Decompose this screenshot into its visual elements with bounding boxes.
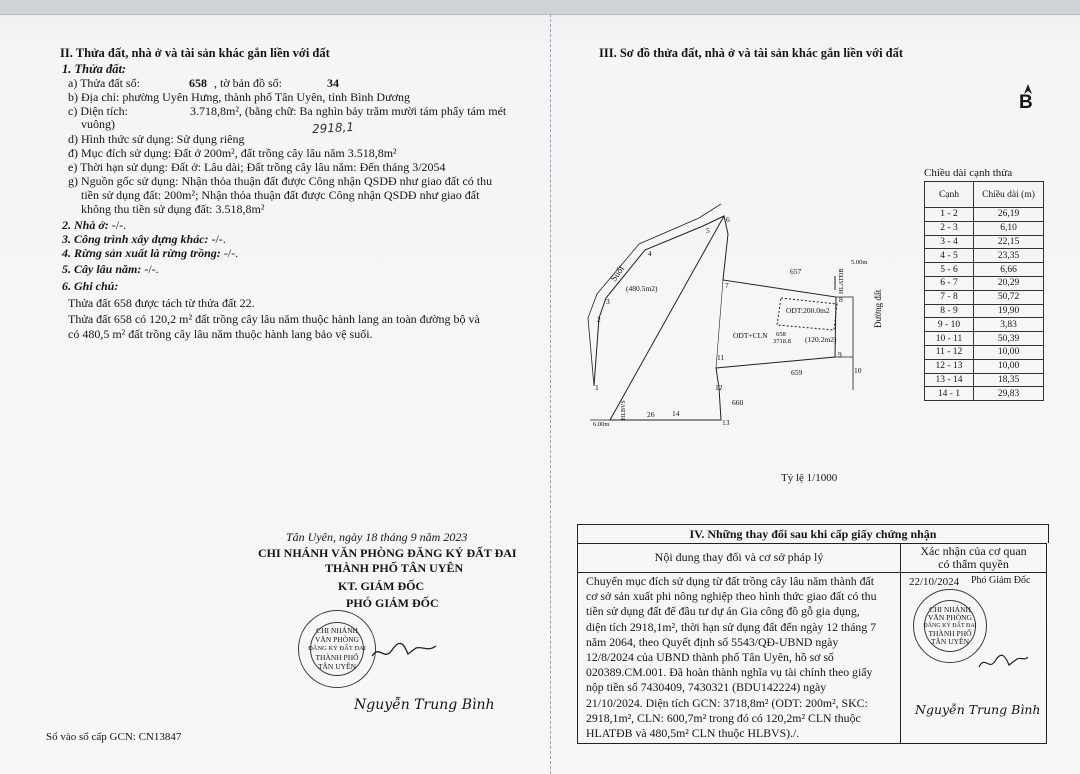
svg-text:4: 4: [648, 249, 652, 258]
issuing-org-1: CHI NHÁNH VĂN PHÒNG ĐĂNG KÝ ĐẤT ĐAI: [258, 546, 517, 560]
north-arrow: B: [1019, 92, 1033, 113]
svg-text:5: 5: [706, 226, 710, 235]
svg-text:ODT+CLN: ODT+CLN: [733, 331, 768, 340]
change-line: 12/8/2024 của UBND thành phố Tân Uyên, hồ sơ số: [586, 650, 834, 665]
edge-name: 14 - 1: [925, 387, 974, 401]
edge-name: 10 - 11: [925, 332, 974, 346]
edge-table-caption: Chiều dài cạnh thửa: [924, 167, 1013, 179]
edge-row: [925, 235, 1044, 249]
svg-text:13: 13: [722, 418, 730, 427]
confirm-title: Phó Giám Đốc: [971, 575, 1031, 586]
edge-length: 50,39: [974, 332, 1044, 346]
notes-title: 6. Ghi chú:: [62, 279, 119, 293]
deputy-director: PHÓ GIÁM ĐỐC: [346, 596, 439, 610]
north-arrow-icon: [1022, 84, 1034, 96]
edge-length: 26,19: [974, 208, 1044, 222]
origin-line-2: tiền sử dụng đất: 200m²; Nhận thỏa thuận đất được Công nhận QSDĐ như giao đất: [81, 188, 480, 202]
svg-text:11: 11: [717, 353, 725, 362]
signer-name-right: Nguyễn Trung Bình: [915, 702, 1041, 717]
section-heading-ii: II. Thửa đất, nhà ở và tài sản khác gắn liền với đất: [60, 46, 330, 60]
origin-line-3: không thu tiền sử dụng đất: 3.518,8m²: [81, 202, 265, 216]
note-1: Thửa đất 658 được tách từ thửa đất 22.: [68, 296, 255, 310]
edge-name: 5 - 6: [925, 263, 974, 277]
svg-text:Đường đất: Đường đất: [873, 289, 883, 328]
area-label: c) Diện tích:: [68, 104, 128, 118]
edge-length: 3,83: [974, 318, 1044, 332]
parcel-number: 658: [189, 76, 207, 90]
edge-row: [925, 359, 1044, 373]
edge-length-table: Cạnh Chiều dài (m) 1 - 2 26,19 2 - 3 6,10 3 - 4 22,15 4 - 5 23,35 5 - 6 6,66 6 - 7 20,29 7 - 8 50,72 8 - 9 19,90 9 - 10 3,83 10 - 11 50,39 11 - 12 10,00 12 - 13 10,00 13 - 14 18,35 14 - 1 29,83: [924, 181, 1044, 401]
edge-name: 12 - 13: [925, 359, 974, 373]
change-line: 2918,1m², CLN: 600,7m² trong đó có 120,2m² CLN thuộc: [586, 710, 861, 725]
changes-confirmation: [901, 573, 1047, 744]
official-stamp-right: CHI NHÁNH VĂN PHÒNG ĐĂNG KÝ ĐẤT ĐAI THÀNH PHỐ TÂN UYÊN: [913, 589, 987, 663]
use-purpose: đ) Mục đích sử dụng: Đất ở 200m², đất trồng cây lâu năm 3.518,8m²: [68, 146, 397, 160]
changes-heading: IV. Những thay đổi sau khi cấp giấy chứng nhận: [577, 524, 1049, 543]
edge-row: [925, 332, 1044, 346]
svg-text:659: 659: [791, 368, 803, 377]
signature-scribble-right: [977, 649, 1029, 675]
svg-text:(480.5m2): (480.5m2): [626, 284, 658, 293]
change-line: Chuyển mục đích sử dụng từ đất trồng cây lâu năm thành đất: [586, 574, 874, 588]
address: b) Địa chỉ: phường Uyên Hưng, thành phố Tân Uyên, tỉnh Bình Dương: [68, 90, 410, 104]
use-form: d) Hình thức sử dụng: Sử dụng riêng: [68, 132, 245, 146]
svg-text:658: 658: [776, 331, 786, 338]
edge-row: [925, 290, 1044, 304]
edge-row: [925, 387, 1044, 401]
edge-row: [925, 249, 1044, 263]
handwritten-note: 2918,1: [311, 119, 355, 137]
svg-text:12: 12: [715, 383, 723, 392]
parcel-diagram: [585, 190, 905, 440]
svg-text:10: 10: [854, 366, 862, 375]
svg-text:Suối: Suối: [608, 263, 627, 284]
svg-text:5.00m: 5.00m: [851, 259, 868, 266]
svg-text:6.00m: 6.00m: [593, 421, 610, 428]
changes-content: [578, 573, 901, 744]
edge-row: [925, 208, 1044, 222]
svg-text:26: 26: [647, 410, 655, 419]
map-sheet-label: , tờ bản đồ số:: [214, 76, 283, 90]
change-line: năm 2064, theo Quyết định số 5543/QĐ-UBND ngày: [586, 634, 839, 649]
changes-col-content: Nội dung thay đổi và cơ sở pháp lý: [578, 544, 901, 573]
edge-length: 22,15: [974, 235, 1044, 249]
map-scale: Tỷ lệ 1/1000: [781, 472, 838, 484]
change-line: tiền sử dụng đất để đầu tư dự án Gia công đồ gỗ gia dụng,: [586, 604, 860, 619]
svg-text:3718.8: 3718.8: [773, 338, 791, 345]
scan-top-edge: [0, 0, 1080, 15]
changes-table: [577, 543, 1047, 744]
confirm-date: 22/10/2024: [909, 576, 960, 588]
signature-scribble-left: [370, 636, 440, 666]
house-section: 2. Nhà ở: -/-.: [62, 218, 127, 232]
use-term: e) Thời hạn sử dụng: Đất ở: Lâu dài; Đất trồng cây lâu năm: Đến tháng 3/2054: [68, 160, 446, 174]
edge-row: [925, 221, 1044, 235]
kt-director: KT. GIÁM ĐỐC: [338, 579, 425, 593]
parcel-number-label: a) Thửa đất số:: [68, 76, 140, 90]
edge-length: 19,90: [974, 304, 1044, 318]
edge-length: 29,83: [974, 387, 1044, 401]
change-line: 020389.CM.001. Đã hoàn thành nghĩa vụ tài chính theo giấy: [586, 665, 873, 680]
svg-text:6: 6: [726, 215, 730, 224]
edge-row: [925, 263, 1044, 277]
edge-name: 9 - 10: [925, 318, 974, 332]
svg-text:9: 9: [838, 350, 842, 359]
svg-text:2: 2: [597, 315, 601, 324]
edge-name: 1 - 2: [925, 208, 974, 222]
perennial-section: 5. Cây lâu năm: -/-.: [62, 262, 159, 276]
edge-length: 10,00: [974, 359, 1044, 373]
area-value-cont: vuông): [81, 117, 115, 131]
change-line: nộp tiền số 7430409, 7430321 (BDU142224) ngày: [586, 680, 827, 695]
edge-name: 8 - 9: [925, 304, 974, 318]
origin-line-1: g) Nguồn gốc sử dụng: Nhận thỏa thuận đất được Công nhận QSDĐ như giao đất có thu: [68, 174, 493, 188]
edge-name: 11 - 12: [925, 345, 974, 359]
edge-name: 13 - 14: [925, 373, 974, 387]
forest-section: 4. Rừng sản xuất là rừng trồng: -/-.: [62, 246, 239, 260]
edge-length: 6,10: [974, 221, 1044, 235]
change-line: cơ sở sản xuất phi nông nghiệp theo hình thức giao đất có thu: [586, 589, 877, 604]
edge-row: [925, 345, 1044, 359]
note-2: Thửa đất 658 có 120,2 m² đất trồng cây lâu năm thuộc hành lang an toàn đường bộ và: [68, 312, 480, 326]
edge-name: 2 - 3: [925, 221, 974, 235]
change-line: diện tích 2918,1m², thời hạn sử dụng đất đến ngày 12 tháng 7: [586, 619, 877, 634]
svg-text:HLBVS: HLBVS: [621, 400, 627, 420]
edge-length: 18,35: [974, 373, 1044, 387]
edge-row: [925, 304, 1044, 318]
edge-length: 50,72: [974, 290, 1044, 304]
register-number: Số vào sổ cấp GCN: CN13847: [46, 731, 182, 743]
svg-text:8: 8: [839, 295, 843, 304]
edge-length: 23,35: [974, 249, 1044, 263]
edge-row: [925, 373, 1044, 387]
edge-name: 4 - 5: [925, 249, 974, 263]
edge-row: [925, 276, 1044, 290]
other-works-section: 3. Công trình xây dựng khác: -/-.: [62, 232, 226, 246]
signer-name-left: Nguyễn Trung Bình: [354, 697, 495, 713]
svg-text:HLATĐB: HLATĐB: [838, 268, 845, 294]
changes-col-confirm: Xác nhận của cơ quan có thẩm quyền: [901, 544, 1047, 573]
map-sheet-number: 34: [327, 76, 339, 90]
svg-text:1: 1: [595, 383, 599, 392]
edge-name: 6 - 7: [925, 276, 974, 290]
note-3: có 480,5 m² đất trồng cây lâu năm thuộc hành lang bảo vệ suối.: [68, 327, 373, 341]
edge-row: [925, 318, 1044, 332]
change-line: 21/10/2024. Diện tích GCN: 3718,8m² (ODT: 200m², SKC:: [586, 695, 868, 710]
change-line: HLATĐB và 480,5m² CLN thuộc HLBVS)./.: [586, 726, 800, 741]
issuing-org-2: THÀNH PHỐ TÂN UYÊN: [325, 561, 464, 575]
edge-length: 20,29: [974, 276, 1044, 290]
edge-name: 3 - 4: [925, 235, 974, 249]
edge-length: 10,00: [974, 345, 1044, 359]
area-value: 3.718,8m², (bằng chữ: Ba nghìn bảy trăm mười tám phẩy tám mét: [190, 104, 507, 118]
svg-text:(120.2m2): (120.2m2): [805, 335, 837, 344]
parcel-title: 1. Thửa đất:: [62, 62, 127, 76]
svg-text:7: 7: [725, 281, 729, 290]
edge-name: 7 - 8: [925, 290, 974, 304]
issue-date: Tân Uyên, ngày 18 tháng 9 năm 2023: [286, 530, 468, 544]
section-heading-iii: III. Sơ đồ thửa đất, nhà ở và tài sản khác gắn liền với đất: [599, 46, 904, 60]
svg-text:657: 657: [790, 267, 802, 276]
page-fold-line: [550, 14, 551, 774]
svg-text:ODT:200.0m2: ODT:200.0m2: [786, 306, 830, 315]
svg-text:660: 660: [732, 398, 744, 407]
svg-text:3: 3: [606, 297, 610, 306]
official-stamp-left: CHI NHÁNH VĂN PHÒNG ĐĂNG KÝ ĐẤT ĐAI THÀNH PHỐ TÂN UYÊN: [298, 610, 376, 688]
svg-text:14: 14: [672, 409, 680, 418]
edge-length: 6,66: [974, 263, 1044, 277]
